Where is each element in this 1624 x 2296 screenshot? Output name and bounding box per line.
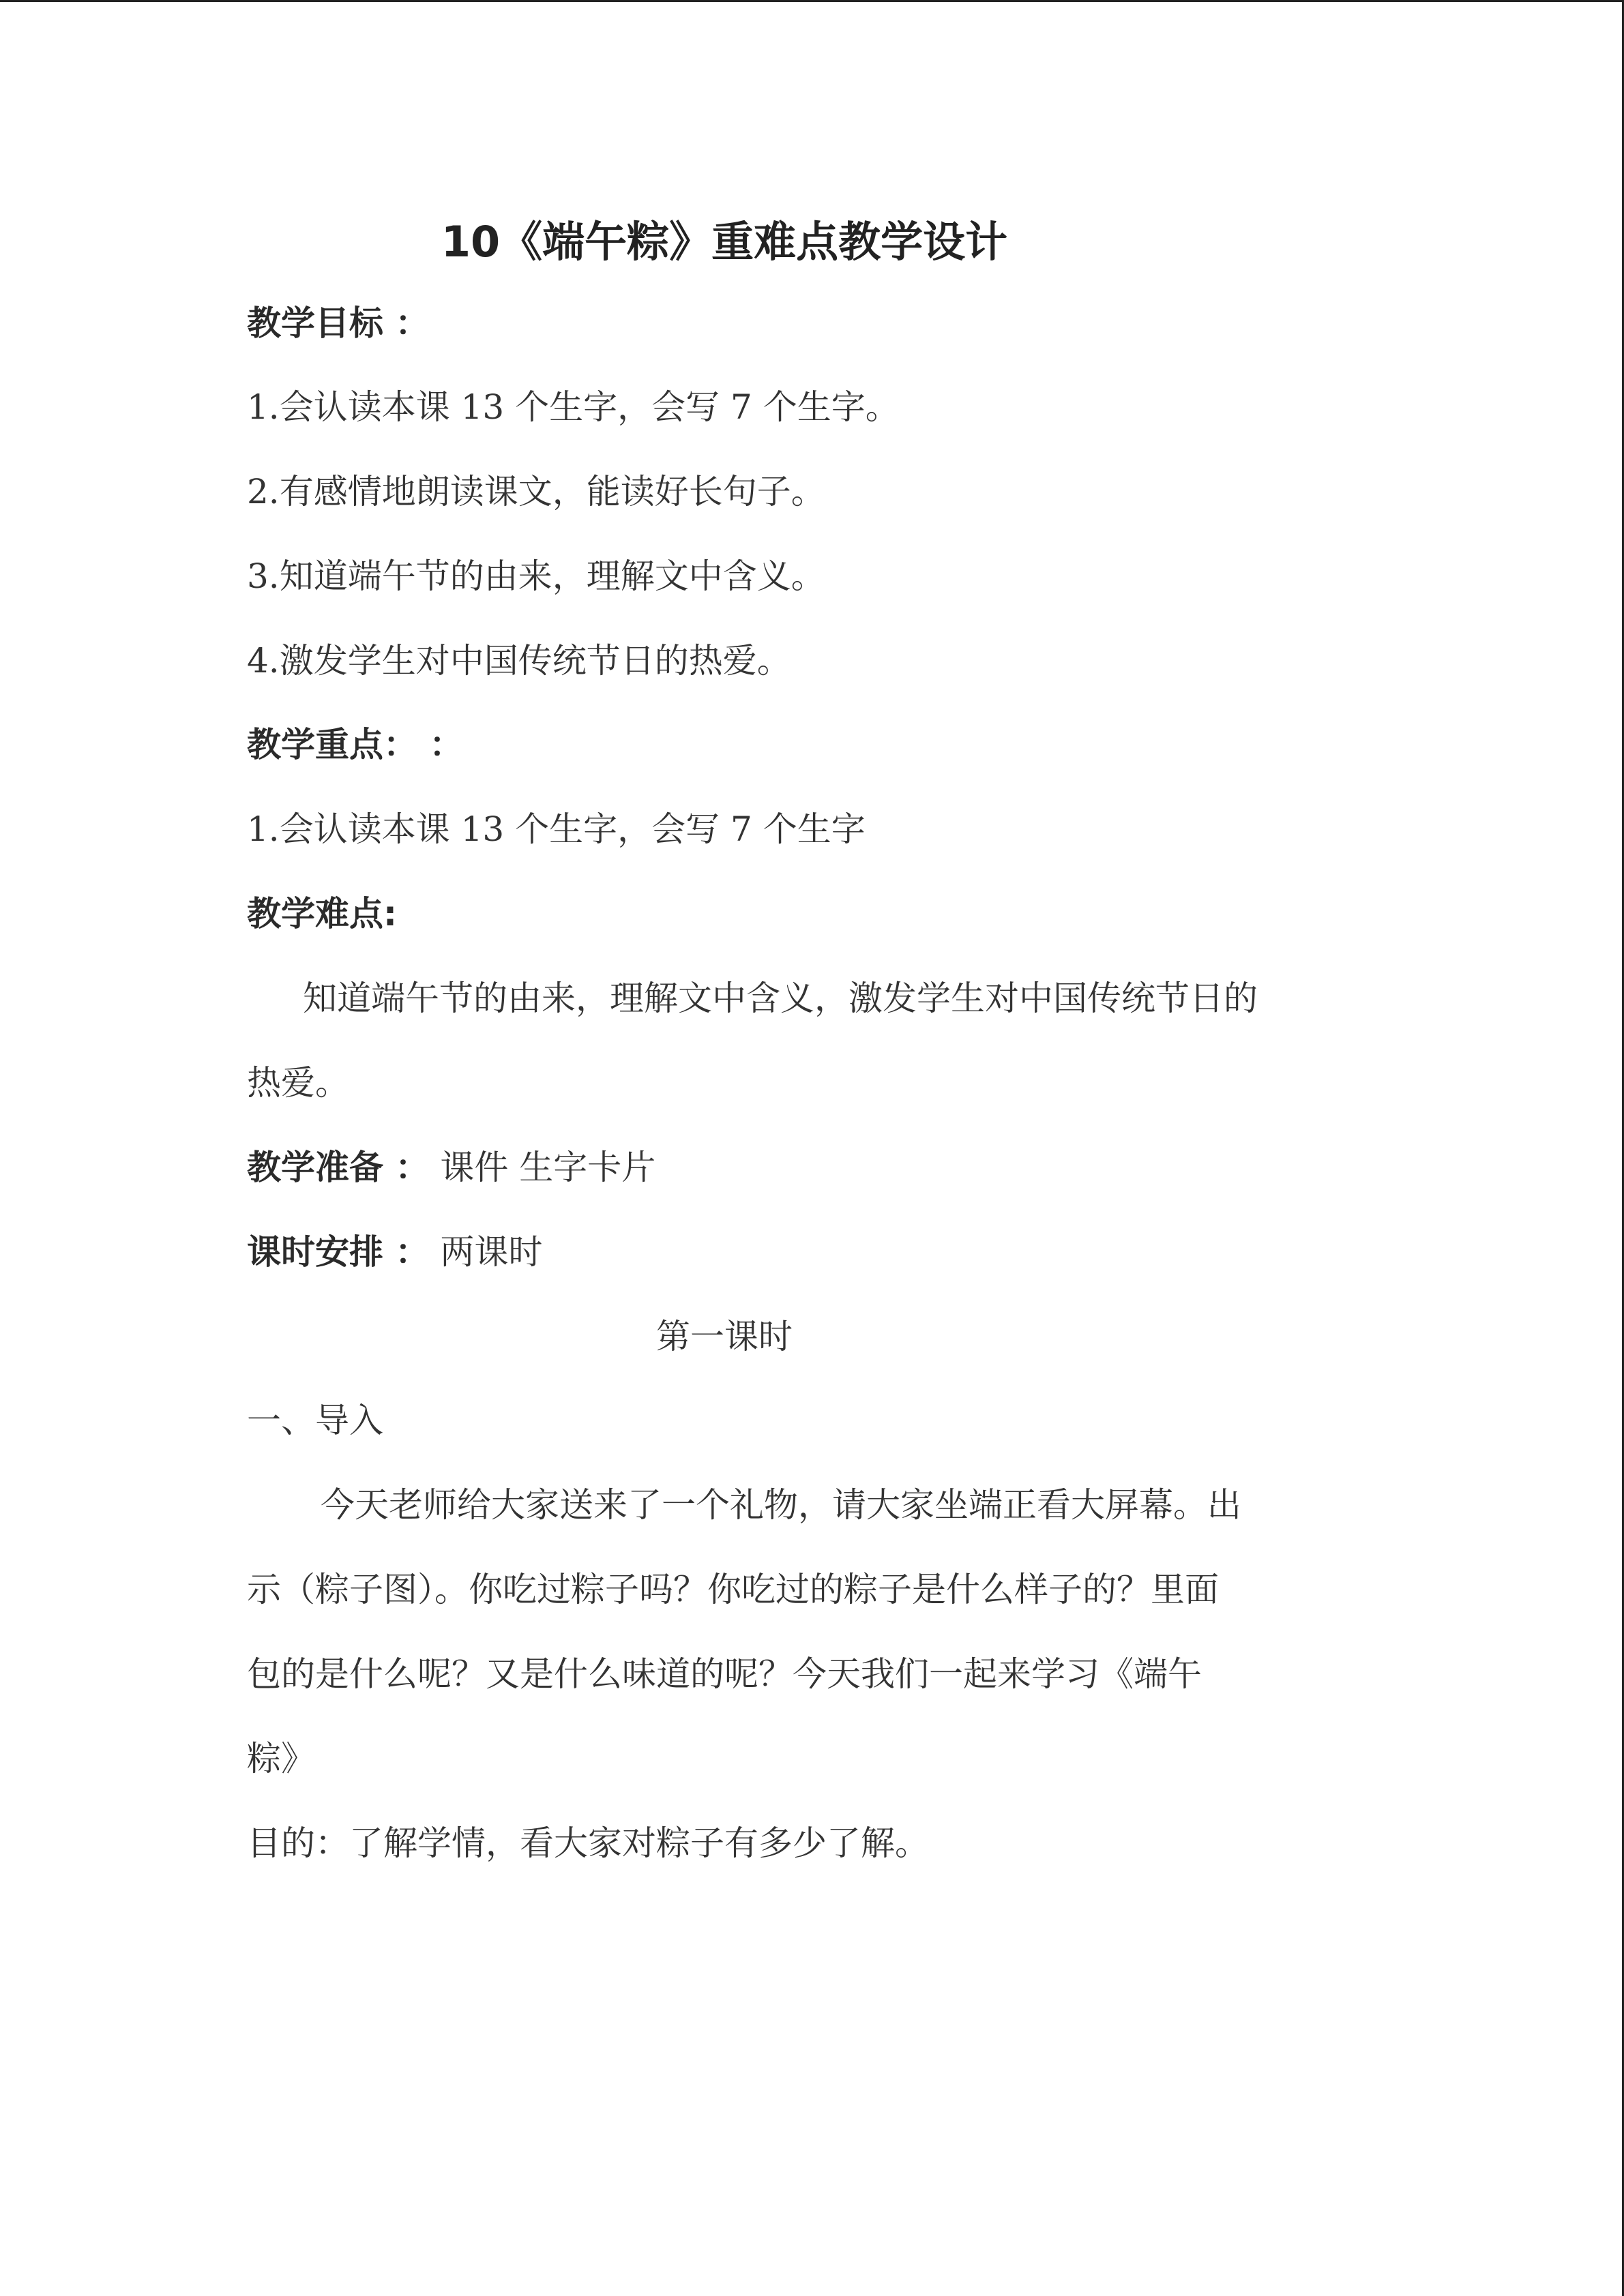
schedule-value: 两课时: [440, 1232, 543, 1272]
schedule-label: 课时安排 ：: [247, 1232, 430, 1272]
purpose-line: 目的：了解学情，看大家对粽子有多少了解。: [247, 1823, 929, 1863]
objectives-heading: 教学目标 ：: [247, 303, 430, 343]
section-1-heading: 一、导入: [247, 1401, 383, 1440]
intro-line-1: 今天老师给大家送来了一个礼物，请大家坐端正看大屏幕。出: [321, 1485, 1241, 1525]
objective-item-1: 1.会认读本课 13 个生字，会写 7 个生字。: [247, 387, 900, 427]
key-points-heading: 教学重点： ：: [247, 725, 464, 764]
intro-line-4: 粽》: [247, 1739, 315, 1778]
document-title: 10《端午粽》重难点教学设计: [441, 217, 1008, 267]
page-border-top: [0, 0, 1624, 2]
preparation-label: 教学准备 ：: [247, 1148, 430, 1187]
objective-item-4: 4.激发学生对中国传统节日的热爱。: [247, 641, 791, 681]
objective-item-2: 2.有感情地朗读课文，能读好长句子。: [247, 472, 825, 511]
difficulties-heading: 教学难点:: [247, 894, 397, 934]
intro-line-2: 示（粽子图）。你吃过粽子吗？你吃过的粽子是什么样子的？里面: [247, 1570, 1219, 1609]
preparation-value: 课件 生字卡片: [440, 1148, 656, 1187]
key-point-item-1: 1.会认读本课 13 个生字，会写 7 个生字: [247, 809, 866, 849]
lesson-title: 第一课时: [656, 1317, 793, 1356]
intro-line-3: 包的是什么呢？又是什么味道的呢？今天我们一起来学习《端午: [247, 1654, 1202, 1694]
preparation-row: [247, 1140, 655, 1195]
difficulties-line-1: 知道端午节的由来，理解文中含义，激发学生对中国传统节日的: [303, 979, 1258, 1018]
objective-item-3: 3.知道端午节的由来，理解文中含义。: [247, 556, 825, 596]
schedule-row: [247, 1225, 542, 1279]
difficulties-line-2: 热爱。: [247, 1063, 349, 1103]
